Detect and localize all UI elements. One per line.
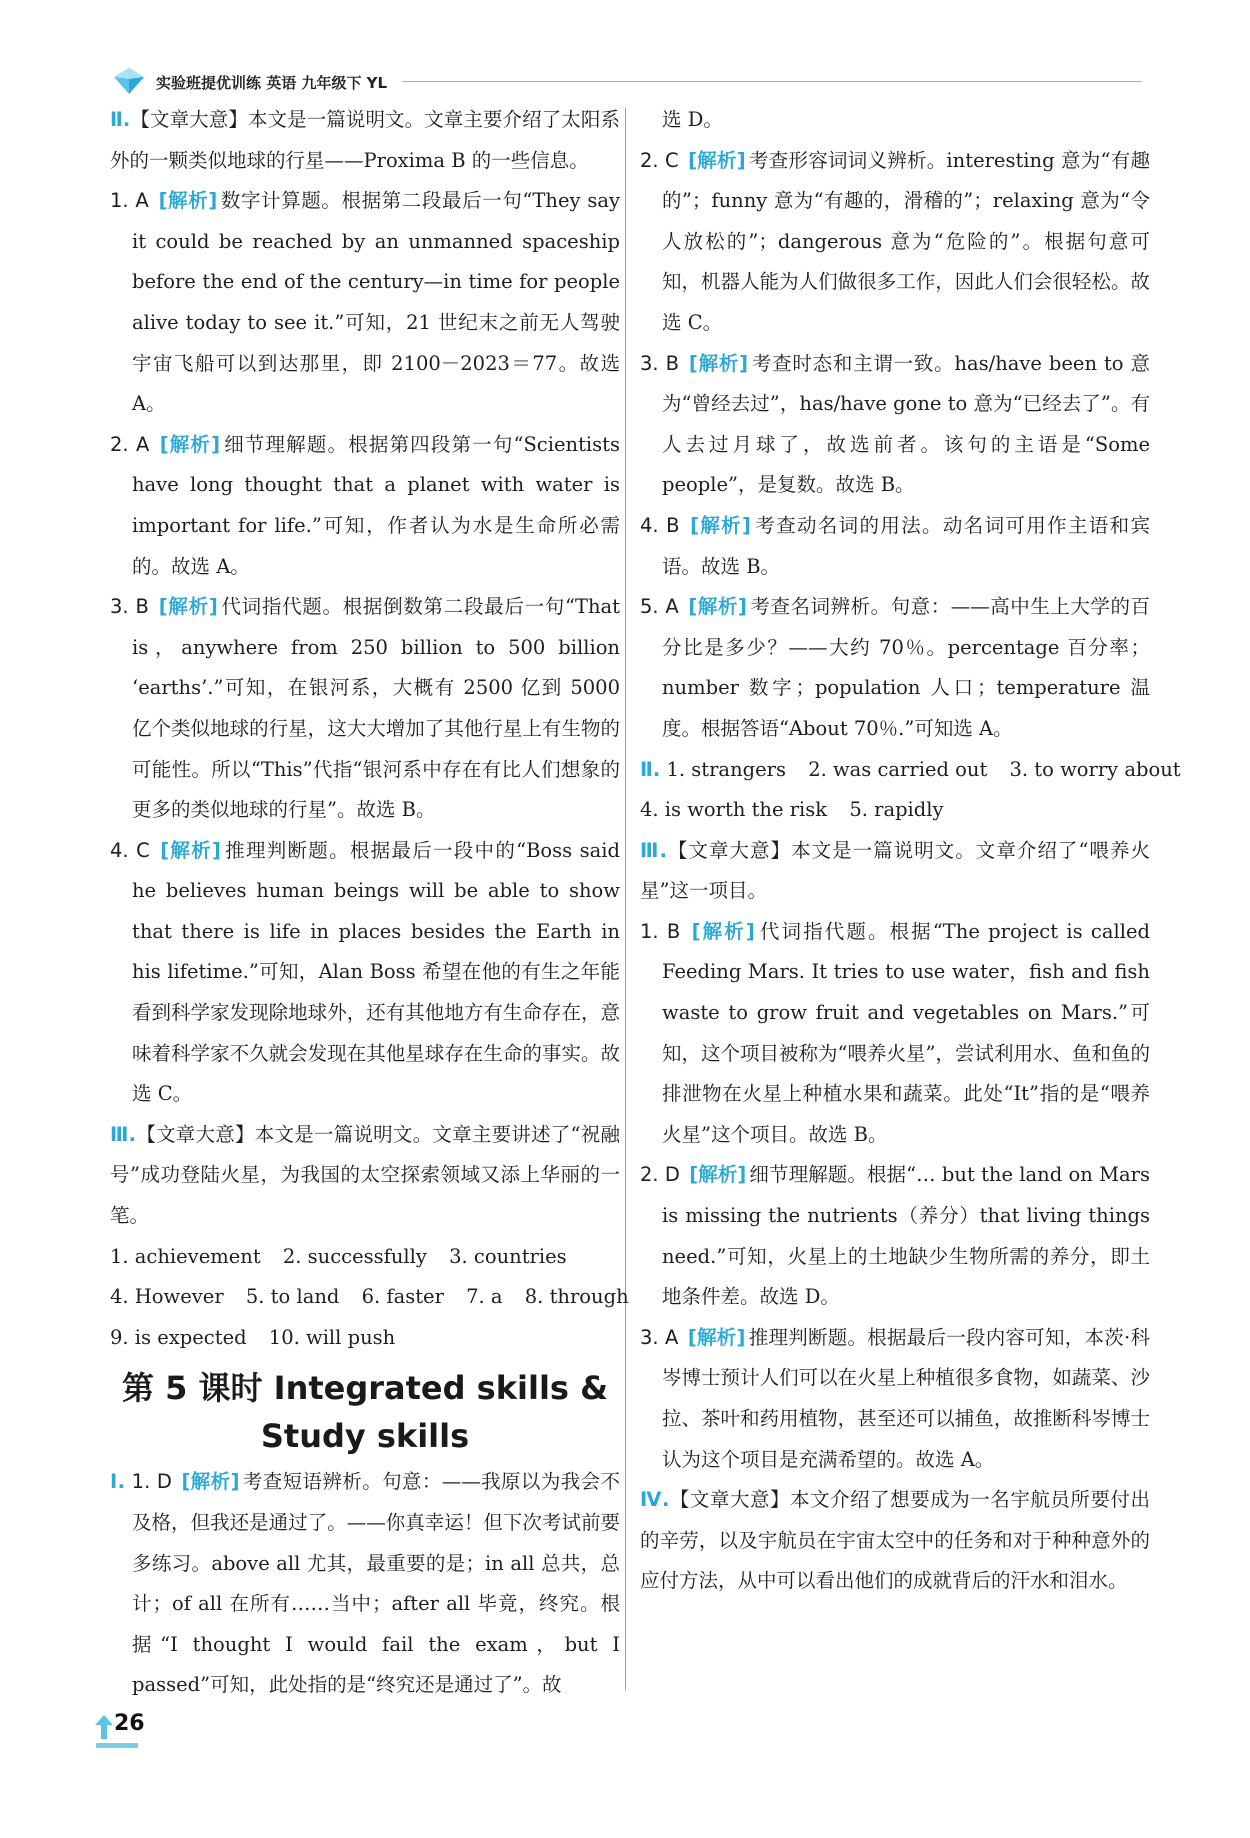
section-3-summary: Ⅲ.【文章大意】本文是一篇说明文。文章主要讲述了“祝融号”成功登陆火星，为我国的太空探索领域又添上华丽的一笔。 — [110, 1122, 620, 1228]
lesson-question-5: 5. A [ 解析 ] 考查名词辨析。句意：——高中生上大学的百分比是多少？——大约 70％。percentage 百分率；number 数字；population 人口；temperature 温度。根据答语“About 70％.”可知选 A。 — [640, 587, 1150, 749]
section-2-summary: Ⅱ.【文章大意】本文是一篇说明文。文章主要介绍了太阳系外的一颗类似地球的行星——Proxima B 的一些信息。 — [110, 108, 620, 172]
section-4-summary: Ⅳ.【文章大意】本文介绍了想要成为一名宇航员所要付出的辛劳，以及宇航员在宇宙太空中的任务和对于种种意外的应付方法，从中可以看出他们的成就背后的汗水和泪水。 — [640, 1488, 1150, 1593]
reading-question-3: 3. A [ 解析 ] 推理判断题。根据最后一段内容可知，本茨·科岑博士预计人们可以在火星上种植很多食物，如蔬菜、沙拉、茶叶和药用植物，甚至还可以捕鱼，故推断科岑博士认为这个项目是充满希望的。故选 A。 — [640, 1318, 1150, 1480]
answer-line-3: 9. is expected 10. will push — [110, 1325, 396, 1349]
answer-line-1: 1. achievement 2. successfully 3. countries — [110, 1244, 567, 1268]
question-1: 1. A [ 解析 ] 数字计算题。根据第二段最后一句“They say it could be reached by an unmanned spaceship before the end of the century—in time for people alive today to see it.”可知，21 世纪末之前无人驾驶宇宙飞船可以到达那里，即 2100－2023＝77。故选 A。 — [110, 181, 620, 425]
section-2-answers-line-2: 4. is worth the risk 5. rapidly — [640, 798, 944, 822]
page-number: 26 — [114, 1711, 145, 1736]
page-number-underline — [96, 1743, 138, 1748]
reading-question-2: 2. D [ 解析 ] 细节理解题。根据“… but the land on Mars is missing the nutrients（养分）that living things need.”可知，火星上的土地缺少生物所需的养分，即土地条件差。故选 D。 — [640, 1155, 1150, 1317]
section-2-answers-line-1: Ⅱ. 1. strangers 2. was carried out 3. to worry about — [640, 757, 1181, 781]
reading-question-1: 1. B [ 解析 ] 代词指代题。根据“The project is called Feeding Mars. It tries to use water，fish and fish waste to grow fruit and vegetables on Mars.”可知，这个项目被称为“喂养火星”，尝试利用水、鱼和鱼的排泄物在火星上种植水果和蔬菜。此处“It”指的是“喂养火星”这个项目。故选 B。 — [640, 912, 1150, 1156]
lesson-question-4: 4. B [ 解析 ] 考查动名词的用法。动名词可用作主语和宾语。故选 B。 — [640, 506, 1150, 587]
header-rule — [402, 81, 1142, 82]
header-title: 实验班提优训练 英语 九年级下 YL — [156, 74, 388, 92]
question-4: 4. C [ 解析 ] 推理判断题。根据最后一段中的“Boss said he believes human beings will be able to show that there is life in places besides the Earth in his lifetime.”可知，Alan Boss 希望在他的有生之年能看到科学家发现除地球外，还有其他地方有生命存在，意味着科学家不久就会发现在其他星球存在生命的事实。故选 C。 — [110, 831, 620, 1115]
up-arrow-icon — [94, 1713, 114, 1741]
question-3: 3. B [ 解析 ] 代词指代题。根据倒数第二段最后一句“That is，anywhere from 250 billion to 500 billion ‘earths’.”可知，在银河系，大概有 2500 亿到 5000 亿个类似地球的行星，这大大增加了其他行星上有生物的可能性。所以“This”代指“银河系中存在有比人们想象的更多的类似地球的行星”。故选 B。 — [110, 587, 620, 831]
answer-line-2: 4. However 5. to land 6. faster 7. a 8. through — [110, 1285, 629, 1309]
section-3-summary-right: Ⅲ.【文章大意】本文是一篇说明文。文章介绍了“喂养火星”这一项目。 — [640, 838, 1150, 903]
column-divider — [625, 108, 626, 1690]
left-column — [110, 100, 629, 1706]
lesson-question-1: Ⅰ. 1. D [ 解析 ] 考查短语辨析。句意：——我原以为我会不及格，但我还是通过了。——你真幸运！但下次考试前要多练习。above all 尤其，最重要的是；in all 总共，总计；of all 在所有……当中；after all 毕竟，终究。根据“I thought I would fail the exam，but I passed”可知，此处指的是“终究还是通过了”。故 — [110, 1462, 620, 1706]
continued-text: 选 D。 — [662, 108, 723, 131]
lesson-question-3: 3. B [ 解析 ] 考查时态和主谓一致。has/have been to 意为“曾经去过”，has/have gone to 意为“已经去了”。有人去过月球了，故选前者。该句的主语是“Some people”，是复数。故选 B。 — [640, 344, 1150, 506]
question-2: 2. A [ 解析 ] 细节理解题。根据第四段第一句“Scientists have long thought that a planet with water is important for life.”可知，作者认为水是生命所必需的。故选 A。 — [110, 425, 620, 587]
crystal-gem-icon — [112, 66, 146, 96]
page-header — [112, 62, 1142, 102]
lesson-question-2: 2. C [ 解析 ] 考查形容词词义辨析。interesting 意为“有趣的”；funny 意为“有趣的，滑稽的”；relaxing 意为“令人放松的”；dangerous 意为“危险的”。根据句意可知，机器人能为人们做很多工作，因此人们会很轻松。故选 C。 — [640, 141, 1150, 344]
right-column — [640, 100, 1181, 1602]
page-footer — [94, 1705, 154, 1749]
lesson-title: 第 5 课时 Integrated skills & Study skills — [121, 1369, 609, 1456]
